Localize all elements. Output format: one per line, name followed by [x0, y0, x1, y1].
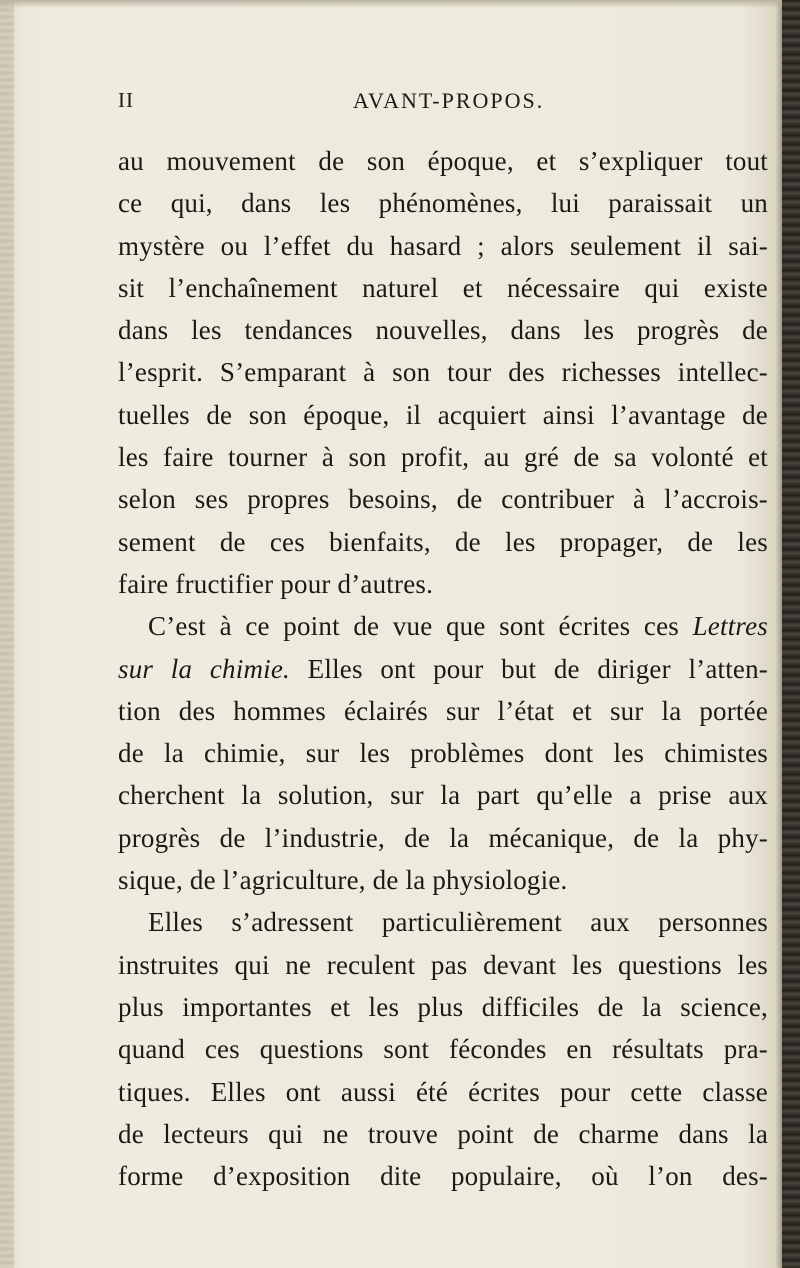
- text-line: l’esprit. S’emparant à son tour des richesses intellec-: [118, 357, 768, 388]
- text-line: de la chimie, sur les problèmes dont les chimistes: [118, 738, 768, 769]
- text-line: plus importantes et les plus difficiles de la science,: [118, 991, 768, 1022]
- text-line: mystère ou l’effet du hasard ; alors seulement il sai-: [118, 230, 768, 261]
- text-line: tiques. Elles ont aussi été écrites pour cette classe: [118, 1076, 768, 1107]
- book-title-italic: sur la chimie.: [118, 653, 290, 684]
- text-line: forme d’exposition dite populaire, où l’on des-: [118, 1161, 768, 1192]
- text-line: au mouvement de son époque, et s’expliquer tout: [118, 146, 768, 176]
- page-top-edge: [0, 0, 800, 8]
- page-binding-edge: [0, 0, 14, 1268]
- text-line: sement de ces bienfaits, de les propager, de les: [118, 526, 768, 557]
- text-line-segment: C’est à ce point de vue que sont écrites ces: [148, 611, 680, 642]
- text-line: instruites qui ne reculent pas devant les questions les: [118, 949, 768, 980]
- body-text: [118, 140, 768, 1197]
- text-line: quand ces questions sont fécondes en résultats pra-: [118, 1034, 768, 1065]
- paragraph-start: Elles s’adressent particulièrement aux personnes: [148, 907, 768, 938]
- text-line: selon ses propres besoins, de contribuer à l’accrois-: [118, 484, 768, 515]
- text-line: dans les tendances nouvelles, dans les progrès de: [118, 315, 768, 346]
- text-line: faire fructifier pour d’autres.: [118, 568, 434, 599]
- text-line: tuelles de son époque, il acquiert ainsi l’avantage de: [118, 399, 768, 430]
- text-line: les faire tourner à son profit, au gré de sa volonté et: [118, 442, 768, 473]
- text-line: [118, 648, 768, 690]
- paragraph-start: [118, 605, 768, 647]
- text-line-segment: Elles ont pour but de diriger l’atten-: [307, 653, 768, 684]
- book-title-italic: Lettres: [692, 611, 768, 642]
- text-line: progrès de l’industrie, de la mécanique, de la phy-: [118, 822, 768, 853]
- text-line: tion des hommes éclairés sur l’état et sur la portée: [118, 695, 768, 726]
- text-line: cherchent la solution, sur la part qu’elle a prise aux: [118, 780, 768, 811]
- running-head: AVANT-PROPOS.: [353, 88, 545, 113]
- page-number: II: [118, 88, 134, 112]
- text-line: sique, de l’agriculture, de la physiologie.: [118, 865, 568, 896]
- text-line: ce qui, dans les phénomènes, lui paraissait un: [118, 188, 768, 219]
- page-header: [118, 88, 768, 124]
- text-line: de lecteurs qui ne trouve point de charme dans la: [118, 1118, 768, 1149]
- text-line: sit l’enchaînement naturel et nécessaire qui existe: [118, 272, 768, 303]
- page-fore-edge: [782, 0, 800, 1268]
